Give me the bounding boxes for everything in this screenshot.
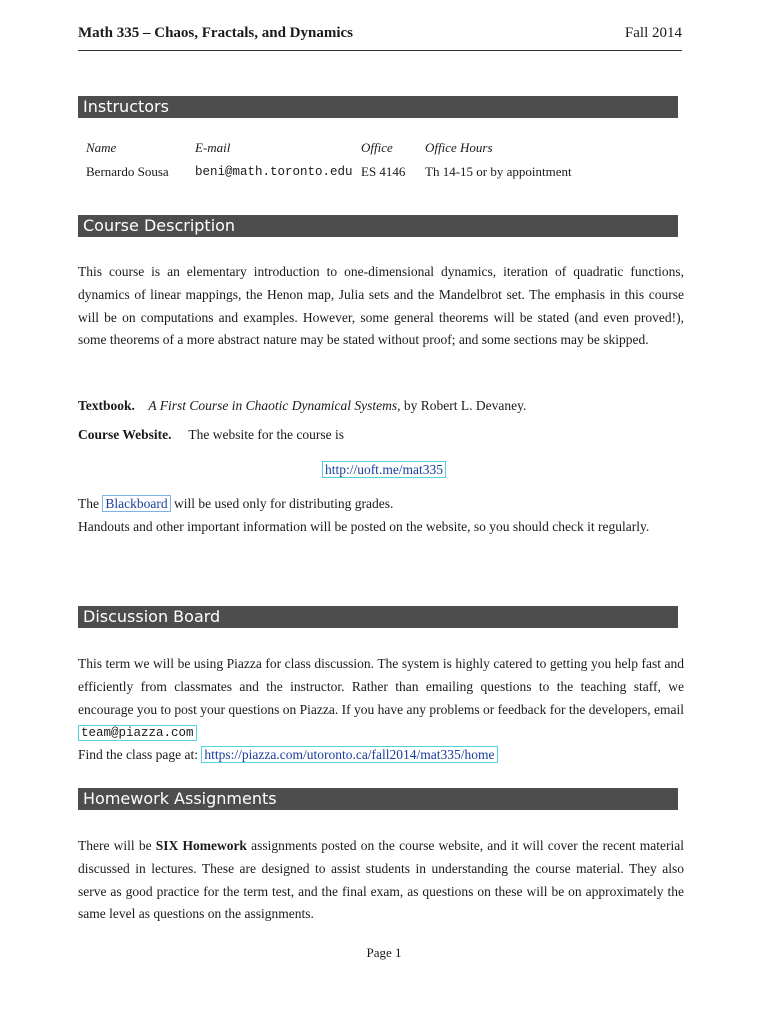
col-email: E-mail [195,140,231,155]
section-course-description: Course Description [78,215,678,237]
handouts-text: Handouts and other important information will be posted on the website, so you should check it regularly. [78,519,650,534]
instructor-email: beni@math.toronto.edu [195,165,353,179]
class-page-text: Find the class page at: [78,747,202,762]
section-discussion-board: Discussion Board [78,606,678,628]
textbook-title: A First Course in Chaotic Dynamical Systems [148,398,398,413]
discussion-body: This term we will be using Piazza for class discussion. The system is highly catered to getting you help fast and efficiently from classmates and the instructor. Rather than emailing questions to the teaching staff, we encourage you to post your questions on Piazza. If you have any problems or feedback for the developers, email [78,656,684,717]
instructor-office: ES 4146 [361,164,406,179]
blackboard-pre: The [78,496,103,511]
textbook-label: Textbook. [78,398,135,413]
col-office-hours: Office Hours [425,140,493,155]
section-instructors: Instructors [78,96,678,118]
website-label: Course Website. [78,427,172,442]
homework-count: SIX Homework [155,838,247,853]
section-homework-assignments: Homework Assignments [78,788,678,810]
course-title: Math 335 – Chaos, Fractals, and Dynamics [78,25,354,41]
website-link-row [0,462,768,478]
piazza-email-link[interactable]: team@piazza.com [78,725,197,741]
homework-text [78,835,684,926]
col-name: Name [86,140,117,155]
course-description-text: This course is an elementary introduction to one-dimensional dynamics, iteration of quadratic functions, dynamics of linear mappings, the Henon map, Julia sets and the Mandelbrot set. The emphasis in this course will be on computations and examples. However, some general theorems will be stated (and even proved!), some theorems of a more abstract nature may be stated without proof; and some sections may be skipped. [78,264,684,348]
course-website-link[interactable]: http://uoft.me/mat335 [322,461,446,478]
term-label: Fall 2014 [624,25,682,41]
textbook-line [78,398,526,414]
col-office: Office [361,140,393,155]
homework-pre: There will be [78,838,156,853]
class-page-line [78,747,498,763]
piazza-class-link[interactable]: https://piazza.com/utoronto.ca/fall2014/mat335/home [201,746,497,763]
website-text: The website for the course is [188,427,344,442]
homework-body: assignments posted on the course website, and it will cover the recent material discussed in lectures. These are designed to assist students in understanding the course material. They also serve as good practice for the term test, and the final exam, as questions on these will be on approximately the same level as questions on the assignments. [78,838,685,922]
instructor-hours: Th 14-15 or by appointment [425,164,572,179]
blackboard-post: will be used only for distributing grades. [170,496,394,511]
instructor-name: Bernardo Sousa [86,164,169,179]
website-line [78,427,344,443]
blackboard-link[interactable]: Blackboard [102,495,170,512]
textbook-author: , by Robert L. Devaney. [397,398,527,413]
blackboard-line [78,496,393,512]
page-number: Page 1 [366,945,402,960]
header-rule [78,50,682,51]
discussion-text [78,653,684,745]
